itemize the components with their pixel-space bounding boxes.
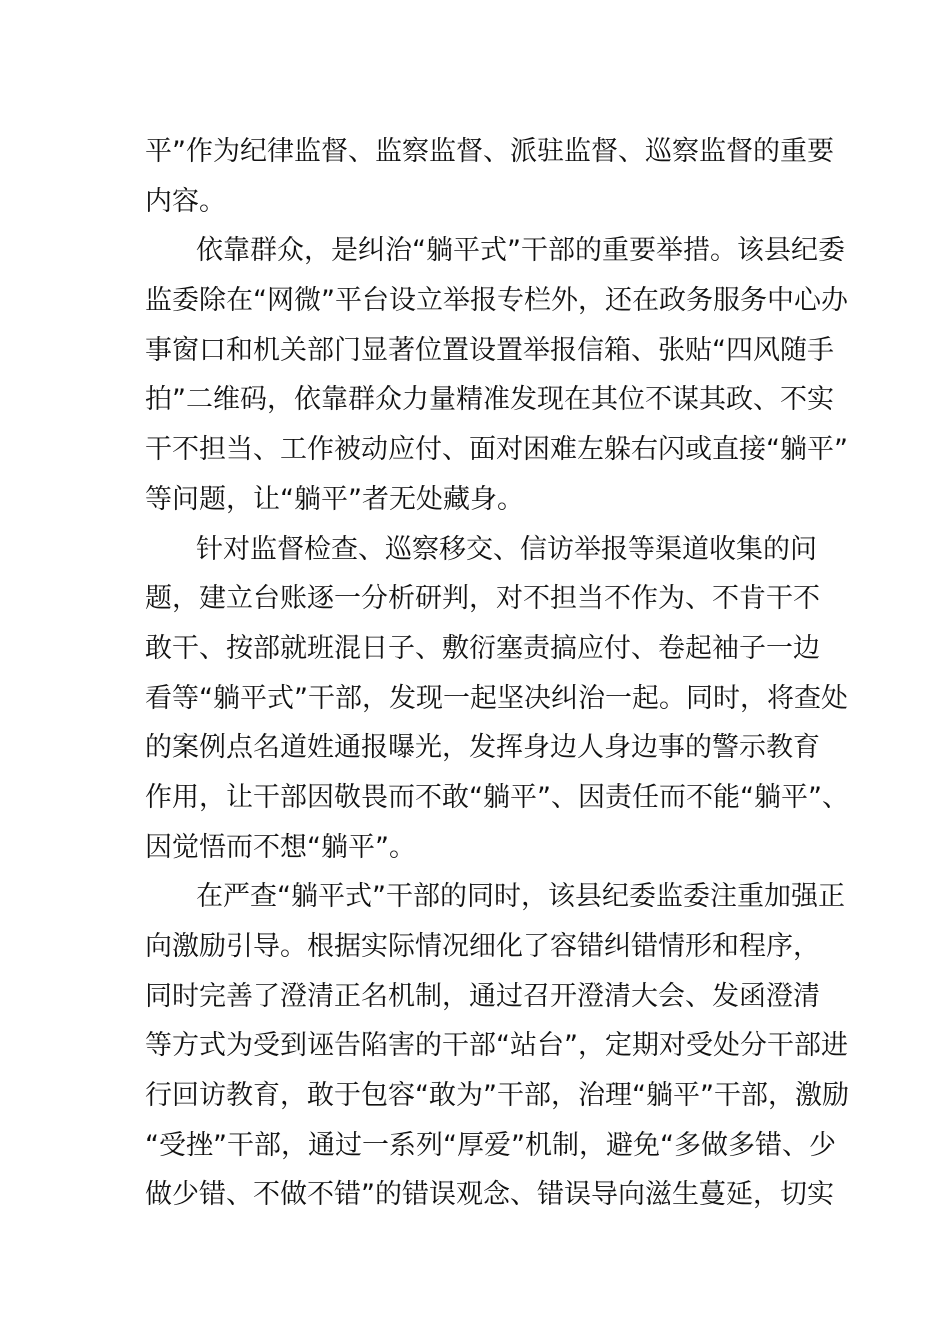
text-line: 的案例点名道姓通报曝光，发挥身边人身边事的警示教育 — [145, 732, 820, 764]
text-line: 做少错、不做不错”的错误观念、错误导向滋生蔓延，切实 — [145, 1179, 834, 1211]
text-line: 在严查“躺平式”干部的同时，该县纪委监委注重加强正 — [196, 881, 845, 913]
text-line: 等方式为受到诬告陷害的干部“站台”，定期对受处分干部进 — [145, 1030, 848, 1062]
text-line: 向激励引导。根据实际情况细化了容错纠错情形和程序， — [145, 931, 820, 962]
text-line: 作用，让干部因敬畏而不敢“躺平”、因责任而不能“躺平”、 — [145, 781, 849, 813]
text-line: 同时完善了澄清正名机制，通过召开澄清大会、发函澄清 — [145, 980, 820, 1012]
text-line: 内容。 — [145, 185, 226, 217]
text-line: 干不担当、工作被动应付、面对困难左躲右闪或直接“躺平” — [145, 434, 848, 466]
text-line: 因觉悟而不想“躺平”。 — [145, 831, 416, 863]
text-line: 等问题，让“躺平”者无处藏身。 — [145, 483, 524, 515]
text-line: “受挫”干部，通过一系列“厚爱”机制，避免“多做多错、少 — [145, 1129, 836, 1161]
text-line: 拍”二维码，依靠群众力量精准发现在其位不谋其政、不实 — [145, 384, 834, 416]
text-line: 监委除在“网微”平台设立举报专栏外，还在政务服务中心办 — [145, 285, 848, 317]
text-line: 针对监督检查、巡察移交、信访举报等渠道收集的问 — [196, 533, 817, 565]
text-line: 事窗口和机关部门显著位置设置举报信箱、张贴“四风随手 — [145, 334, 834, 366]
text-line: 行回访教育，敢于包容“敢为”干部，治理“躺平”干部，激励 — [145, 1080, 849, 1112]
body-text — [145, 127, 849, 1220]
text-line: 依靠群众，是纠治“躺平式”干部的重要举措。该县纪委 — [196, 235, 845, 267]
text-line: 看等“躺平式”干部，发现一起坚决纠治一起。同时，将查处 — [145, 682, 848, 714]
text-line: 平”作为纪律监督、监察监督、派驻监督、巡察监督的重要 — [145, 136, 834, 167]
text-line: 敢干、按部就班混日子、敷衍塞责搞应付、卷起袖子一边 — [145, 632, 820, 664]
text-line: 题，建立台账逐一分析研判，对不担当不作为、不肯干不 — [145, 583, 820, 615]
